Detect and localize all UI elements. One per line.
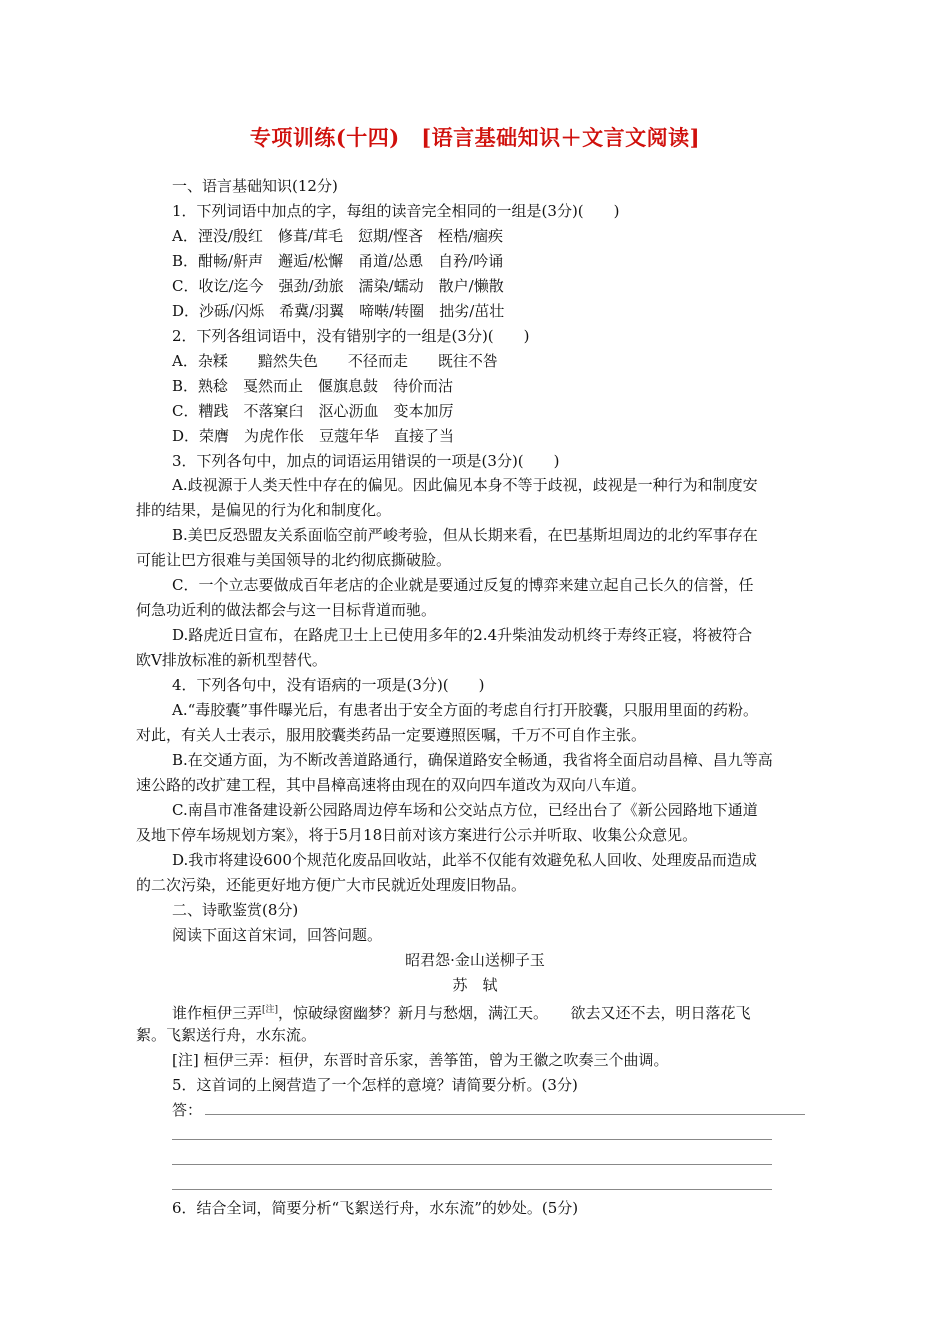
answer-label: 答： [172, 1101, 203, 1119]
question-4-option-d-line1: D.我市将建设600个规范化废品回收站，此举不仅能有效避免私人回收、处理废品而造成 [172, 851, 757, 869]
poem-author: 苏 轼 [452, 976, 498, 994]
question-3-option-d-line2: 欧Ⅴ排放标准的新机型替代。 [136, 651, 327, 669]
question-4-option-d-line2: 的二次污染，还能更好地方便广大市民就近处理废旧物品。 [136, 876, 527, 894]
poem-line-1-end: ，惊破绿窗幽梦？新月与愁烟，满江天。 欲去又还不去，明日落花飞 [278, 1004, 751, 1022]
question-4-option-c-line2: 及地下停车场规划方案》，将于5月18日前对该方案进行公示并听取、收集公众意见。 [136, 826, 698, 844]
section-heading-poetry: 二、诗歌鉴赏(8分) [172, 901, 299, 919]
footnote-marker: [注] [262, 1005, 279, 1015]
poem-footnote: [注] 桓伊三弄：桓伊，东晋时音乐家，善筝笛，曾为王徽之吹奏三个曲调。 [172, 1051, 669, 1069]
poem-line-2: 絮。飞絮送行舟，水东流。 [136, 1026, 317, 1044]
question-3-option-b-line2: 可能让巴方很难与美国领导的北约彻底撕破脸。 [136, 551, 452, 569]
reading-instruction: 阅读下面这首宋词，回答问题。 [172, 926, 383, 944]
question-4-stem: 4．下列各句中，没有语病的一项是(3分)( ) [172, 676, 485, 694]
question-4-option-b-line1: B.在交通方面，为不断改善道路通行，确保道路安全畅通，我省将全面启动昌樟、昌九等高 [172, 751, 773, 769]
answer-line-4[interactable] [172, 1189, 772, 1190]
question-2-option-c: C．糟践 不落窠臼 沤心沥血 变本加厉 [172, 402, 454, 420]
question-1-option-c: C．收讫/迄今 强劲/劲旅 濡染/蠕动 散户/懒散 [172, 277, 504, 295]
question-1-option-d: D．沙砾/闪烁 希冀/羽翼 啼啭/转圈 拙劣/茁壮 [172, 302, 505, 320]
poem-title: 昭君怨·金山送柳子玉 [405, 951, 545, 969]
question-3-option-d-line1: D.路虎近日宣布，在路虎卫士上已使用多年的2.4升柴油发动机终于寿终正寝，将被符合 [172, 626, 753, 644]
poem-line-1 [172, 1000, 751, 1023]
question-4-option-a-line2: 对此，有关人士表示，服用胶囊类药品一定要遵照医嘱，千万不可自作主张。 [136, 726, 647, 744]
question-4-option-b-line2: 速公路的改扩建工程，其中昌樟高速将由现在的双向四车道改为双向八车道。 [136, 776, 647, 794]
answer-line-3[interactable] [172, 1164, 772, 1165]
question-3-option-b-line1: B.美巴反恐盟友关系面临空前严峻考验，但从长期来看，在巴基斯坦周边的北约军事存在 [172, 526, 758, 544]
question-3-option-c-line2: 何急功近利的做法都会与这一目标背道而驰。 [136, 601, 437, 619]
question-4-option-c-line1: C.南昌市准备建设新公园路周边停车场和公交站点方位，已经出台了《新公园路地下通道 [172, 801, 758, 819]
question-2-stem: 2．下列各组词语中，没有错别字的一组是(3分)( ) [172, 327, 530, 345]
question-1-option-b: B．酣畅/鼾声 邂逅/松懈 甬道/怂恿 自矜/吟诵 [172, 252, 504, 270]
question-3-option-c-line1: C．一个立志要做成百年老店的企业就是要通过反复的博弈来建立起自己长久的信誉，任 [172, 576, 754, 594]
question-2-option-d: D．荣膺 为虎作伥 豆蔻年华 直接了当 [172, 427, 455, 445]
question-5-stem: 5．这首词的上阕营造了一个怎样的意境？请简要分析。(3分) [172, 1076, 578, 1094]
question-4-option-a-line1: A.“毒胶囊”事件曝光后，有患者出于安全方面的考虑自行打开胶囊，只服用里面的药粉。 [172, 701, 758, 719]
question-3-option-a-line2: 排的结果，是偏见的行为化和制度化。 [136, 501, 392, 519]
question-3-stem: 3．下列各句中，加点的词语运用错误的一项是(3分)( ) [172, 452, 560, 470]
question-3-option-a-line1: A.歧视源于人类天性中存在的偏见。因此偏见本身不等于歧视，歧视是一种行为和制度安 [172, 476, 758, 494]
question-2-option-b: B．熟稔 戛然而止 偃旗息鼓 待价而沽 [172, 377, 454, 395]
page-title: 专项训练(十四) [语言基础知识＋文言文阅读] [249, 125, 701, 150]
question-6-stem: 6．结合全词，简要分析“飞絮送行舟，水东流”的妙处。(5分) [172, 1199, 579, 1217]
poem-line-1-start: 谁作桓伊三弄 [172, 1004, 263, 1022]
question-1-option-a: A．湮没/殷红 修葺/茸毛 愆期/悭吝 桎梏/痼疾 [172, 227, 504, 245]
question-2-option-a: A．杂糅 黯然失色 不径而走 既往不咎 [172, 352, 498, 370]
section-heading: 一、语言基础知识(12分) [172, 177, 338, 195]
question-1-stem: 1．下列词语中加点的字，每组的读音完全相同的一组是(3分)( ) [172, 202, 620, 220]
answer-line-2[interactable] [172, 1139, 772, 1140]
answer-line-1[interactable] [205, 1114, 805, 1115]
